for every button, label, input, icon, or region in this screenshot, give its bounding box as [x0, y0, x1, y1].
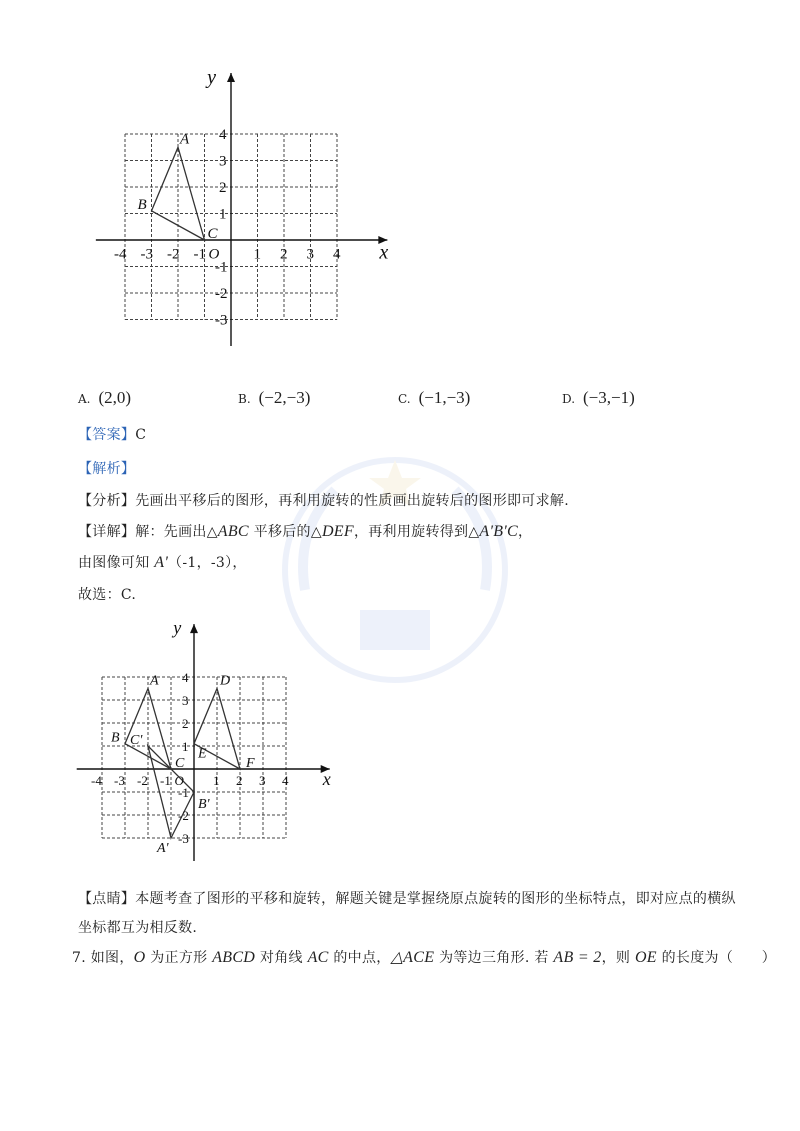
option-letter: B.: [238, 392, 251, 406]
option-c[interactable]: [398, 388, 470, 408]
y-tick-label: -3: [215, 312, 228, 329]
option-letter: D.: [562, 392, 576, 406]
question-text: 的长度为（ ）: [656, 950, 777, 966]
coordinate-figure-1: [95, 68, 395, 358]
point-label-e: E: [198, 746, 207, 762]
option-a[interactable]: [78, 388, 131, 408]
dianjing-line-1: [78, 888, 736, 908]
xiangjie-text: 平移后的△: [248, 524, 322, 540]
origin-label: O: [174, 773, 184, 789]
question-text: 对角线: [255, 950, 308, 966]
option-b[interactable]: [238, 388, 310, 408]
y-tick-label: 2: [182, 716, 189, 731]
fenxi-line: [78, 490, 569, 510]
math-ace: △ACE: [390, 949, 435, 966]
option-value: (−2,−3): [258, 388, 311, 407]
question-text: 为正方形: [145, 950, 213, 966]
y-tick-label: 1: [182, 739, 189, 754]
point-label-c: C: [175, 756, 185, 771]
x-tick-label: 4: [333, 246, 341, 263]
origin-label: O: [208, 246, 220, 263]
math-def: DEF: [321, 523, 354, 540]
point-label-a-prime: A': [157, 841, 169, 856]
xiangjie-text: 故选：C.: [78, 587, 137, 603]
question-number: 7.: [72, 950, 86, 966]
question-text: ，则: [601, 950, 635, 966]
dianjing-line-2: [78, 917, 197, 937]
x-tick-label: -2: [137, 773, 148, 789]
y-tick-label: 1: [219, 206, 227, 223]
xiangjie-text: 由图像可知: [78, 555, 155, 571]
x-tick-label: 1: [253, 246, 261, 263]
y-tick-label: 4: [182, 670, 189, 685]
answer-value: C: [135, 427, 147, 443]
x-tick-label: 2: [280, 246, 288, 263]
fenxi-tag: 【分析】: [78, 493, 136, 509]
point-label-b-prime: B': [198, 797, 210, 812]
dianjing-tag: 【点睛】: [78, 891, 136, 907]
x-tick-label: -4: [91, 773, 102, 789]
dianjing-text: 本题考查了图形的平移和旋转，解题关键是掌握绕原点旋转的图形的坐标特点，即对应点的横纵: [135, 891, 736, 907]
xiangjie-text: 解：先画出△: [135, 524, 218, 540]
xiangjie-text: （-1，-3），: [168, 555, 247, 571]
question-text: 为等边三角形. 若: [434, 950, 554, 966]
x-tick-label: -1: [160, 773, 171, 789]
option-value: (−1,−3): [418, 388, 471, 407]
xiangjie-text: ，再利用旋转得到△: [353, 524, 480, 540]
math-abc: ABC: [217, 523, 249, 540]
question-text: 如图，: [85, 950, 134, 966]
y-axis-label: y: [173, 617, 182, 638]
y-axis-arrow: [227, 73, 235, 82]
point-label-c: C: [207, 226, 218, 242]
x-tick-label: -3: [114, 773, 125, 789]
question-7: [72, 947, 776, 967]
y-axis-arrow: [190, 624, 198, 633]
option-value: (2,0): [98, 388, 132, 407]
xiangjie-text: ，: [517, 524, 533, 540]
y-tick-label: 3: [182, 693, 189, 708]
math-abcd: ABCD: [212, 949, 256, 966]
point-label-a: A: [150, 673, 159, 689]
x-tick-label: -2: [167, 246, 180, 263]
x-tick-label: -4: [114, 246, 127, 263]
x-axis-label: x: [322, 769, 331, 790]
point-label-a: A: [180, 131, 190, 148]
y-axis-label: y: [207, 66, 217, 89]
x-axis-label: x: [379, 241, 389, 264]
math-o: O: [133, 949, 146, 966]
fenxi-text: 先画出平移后的图形，再利用旋转的性质画出旋转后的图形即可求解.: [135, 493, 569, 509]
xiangjie-line-1: [78, 521, 532, 541]
answer-line: [78, 424, 146, 444]
x-tick-label: -3: [140, 246, 153, 263]
analysis-line: [78, 458, 135, 478]
xiangjie-line-2: [78, 552, 247, 572]
answer-tag: 【答案】: [78, 427, 136, 443]
xiangjie-tag: 【详解】: [78, 524, 136, 540]
option-letter: C.: [398, 392, 411, 406]
math-oe: OE: [634, 949, 657, 966]
coordinate-figure-2: [80, 612, 350, 862]
y-tick-label: -2: [215, 286, 228, 302]
x-tick-label: 3: [259, 773, 266, 789]
y-tick-label: 4: [219, 127, 227, 143]
math-prime: A'B'C: [479, 523, 518, 540]
point-label-c-prime: C': [130, 733, 143, 748]
x-tick-label: 3: [306, 246, 314, 263]
math-ab: AB = 2: [553, 949, 602, 966]
x-tick-label: 2: [236, 773, 243, 789]
math-ac: AC: [307, 949, 329, 966]
y-tick-label: 3: [219, 153, 227, 170]
option-value: (−3,−1): [583, 388, 635, 407]
option-letter: A.: [78, 392, 91, 406]
y-tick-label: -2: [178, 808, 189, 823]
x-tick-label: 1: [213, 773, 220, 789]
question-text: 的中点，: [328, 950, 391, 966]
xiangjie-line-3: [78, 584, 136, 604]
option-d[interactable]: [562, 388, 635, 408]
x-tick-label: -1: [193, 246, 206, 263]
point-label-b: B: [137, 196, 147, 213]
y-tick-label: -1: [178, 785, 189, 800]
y-tick-label: -3: [178, 831, 189, 846]
y-tick-label: 2: [219, 180, 227, 196]
point-label-f: F: [246, 756, 255, 771]
point-label-d: D: [220, 673, 231, 689]
y-tick-label: -1: [215, 259, 228, 276]
analysis-tag: 【解析】: [78, 461, 136, 477]
math-a-prime: A': [154, 554, 169, 571]
point-label-b: B: [111, 730, 120, 746]
dianjing-text: 坐标都互为相反数.: [78, 920, 198, 936]
x-tick-label: 4: [282, 773, 289, 789]
